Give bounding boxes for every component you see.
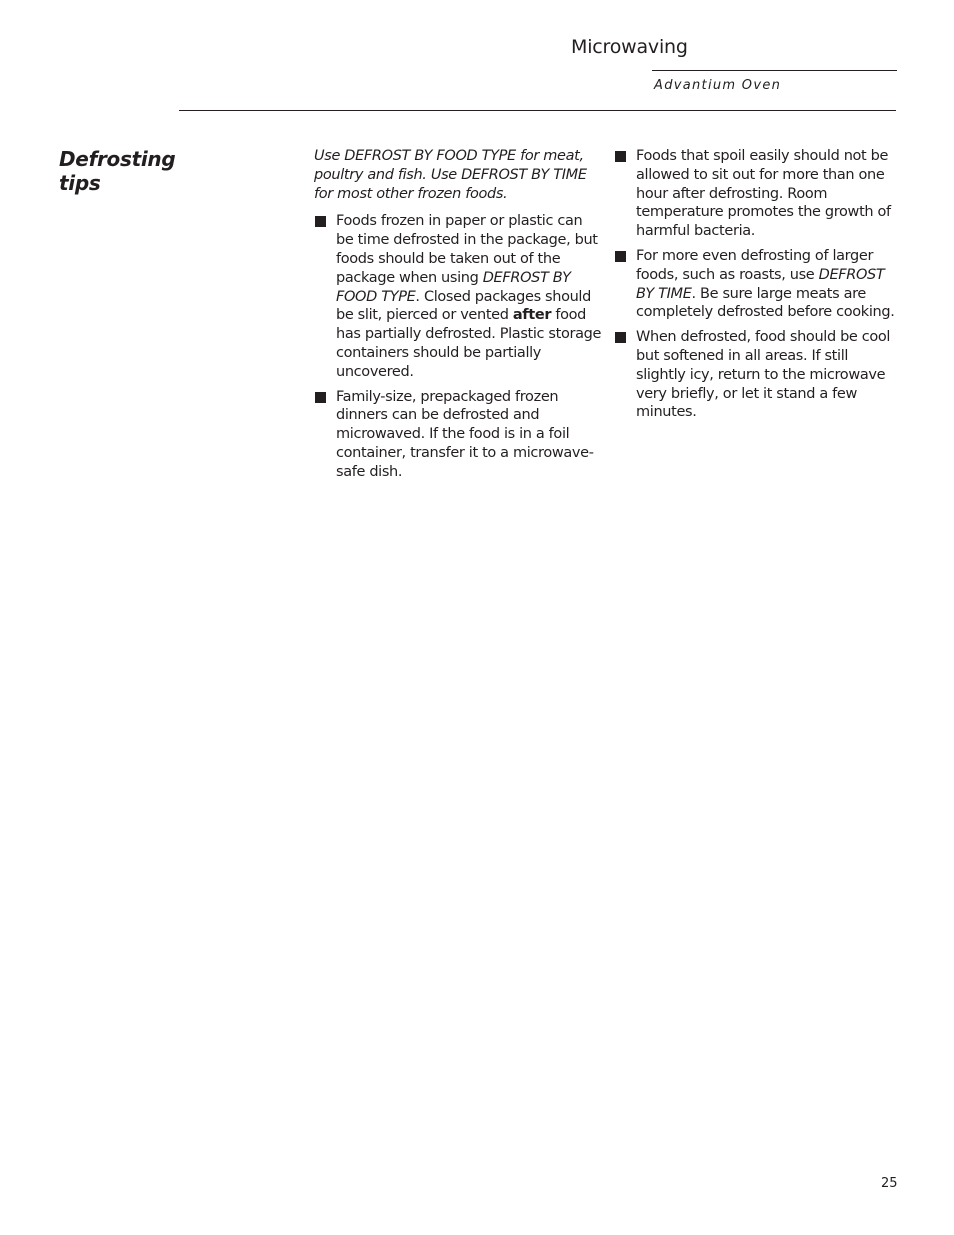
text-run: . Be sure large meats are completely defrosted before cooking. xyxy=(636,285,895,321)
text-run: For more even defrosting of larger foods, such as roasts, use xyxy=(636,247,874,283)
bold-text-run: after xyxy=(512,307,552,324)
left-column xyxy=(314,147,604,488)
square-bullet-icon xyxy=(615,251,626,262)
list-item xyxy=(314,212,604,381)
list-item-text: Foods that spoil easily should not be allowed to sit out for more than one hour after defrosting. Room temperature promotes the growth of harmful bacteria. xyxy=(636,148,891,240)
list-item-text: When defrosted, food should be cool but softened in all areas. If still slightly icy, return to the microwave very briefly, or let it stand a few minutes. xyxy=(636,329,891,421)
list-item-text xyxy=(336,213,601,379)
text-run: . Closed packages should be slit, pierced or vented xyxy=(336,288,591,324)
list-item xyxy=(614,147,898,241)
section-title: Microwaving xyxy=(571,36,688,58)
intro-paragraph: Use DEFROST BY FOOD TYPE for meat, poultry and fish. Use DEFROST BY TIME for most other frozen foods. xyxy=(314,148,587,202)
side-heading: Defrosting tips xyxy=(59,147,176,195)
square-bullet-icon xyxy=(615,151,626,162)
italic-text-run: DEFROST BY TIME xyxy=(636,266,885,302)
square-bullet-icon xyxy=(315,392,326,403)
header-rule-short xyxy=(652,70,897,71)
text-run: Foods frozen in paper or plastic can be time defrosted in the package, but foods should be taken out of the package when using xyxy=(336,213,598,286)
left-bullet-list xyxy=(314,212,604,481)
right-bullet-list xyxy=(614,147,898,422)
square-bullet-icon xyxy=(615,332,626,343)
list-item-text xyxy=(636,248,894,320)
list-item xyxy=(614,328,898,422)
list-item xyxy=(314,388,604,482)
page-number: 25 xyxy=(881,1176,898,1191)
list-item xyxy=(614,247,898,322)
right-column xyxy=(614,147,898,428)
square-bullet-icon xyxy=(315,216,326,227)
list-item-text: Family-size, prepackaged frozen dinners can be defrosted and microwaved. If the food is in a foil container, transfer it to a microwave-safe dish. xyxy=(336,388,594,480)
italic-text-run: DEFROST BY FOOD TYPE xyxy=(336,269,571,305)
product-subtitle: Advantium Oven xyxy=(654,78,782,93)
header-rule-long xyxy=(179,110,896,111)
text-run: food has partially defrosted. Plastic storage containers should be partially uncovered. xyxy=(336,307,602,380)
